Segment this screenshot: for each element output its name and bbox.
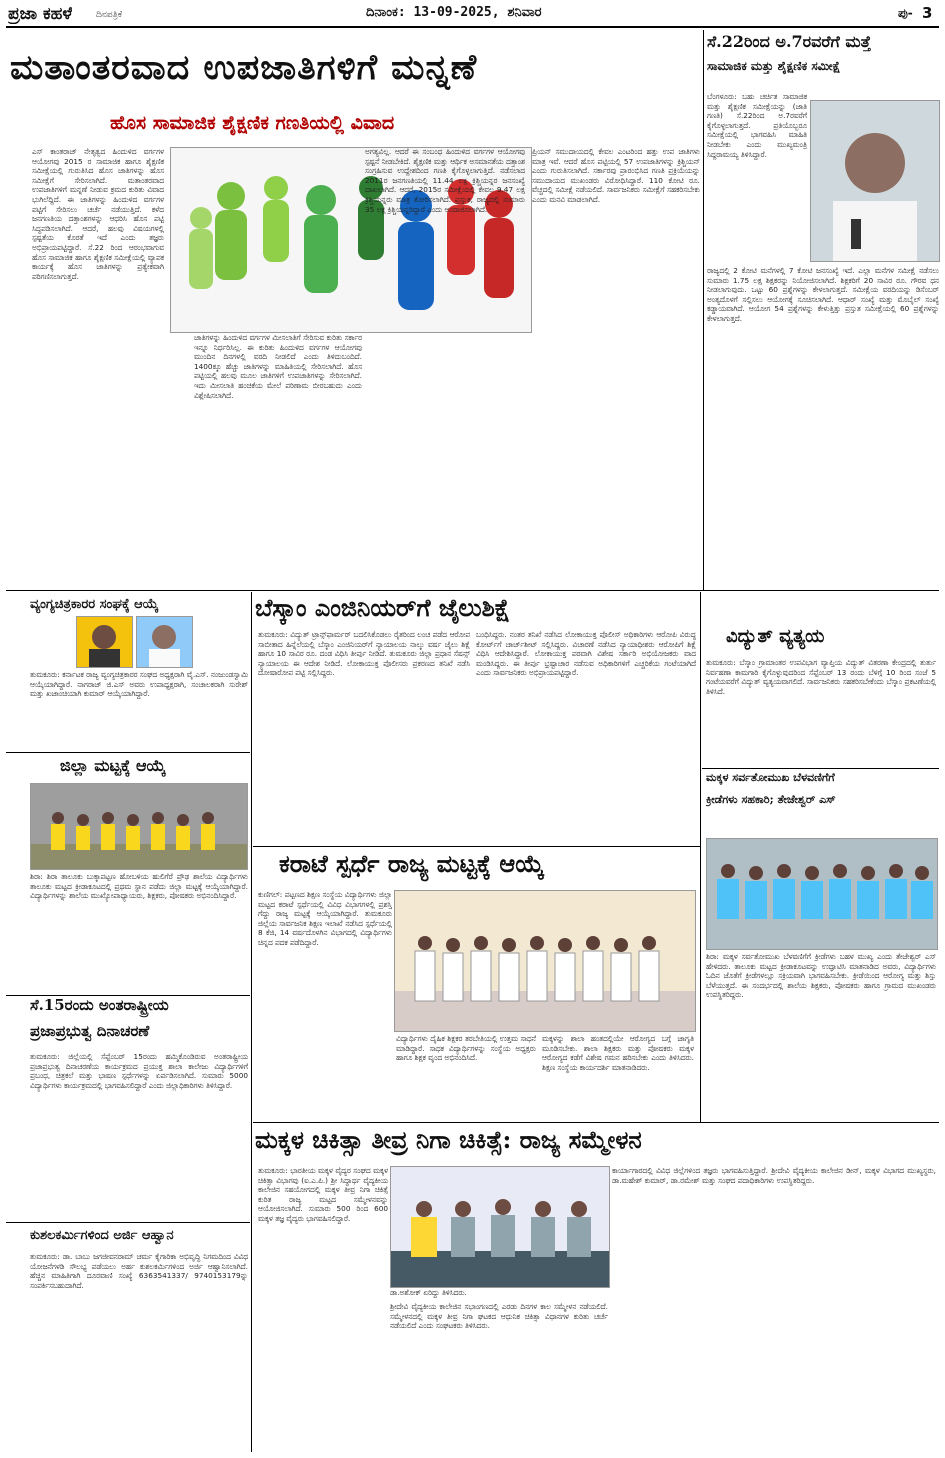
engineer-col-1: ತುಮಕೂರು: ವಿದ್ಯುತ್ ಟ್ರಾನ್ಸ್‌ಫಾರ್ಮರ್ ಬದಲಿಸಿಕೊಡಲು ರೈತರಿಂದ ಲಂಚ ಪಡೆದ ಆರೋಪ ಸಾಬೀತಾದ ಹಿನ್ನೆಲೆಯಲ್ಲಿ ಬೆಸ್ಕಾಂ ಎಂಜಿನಿಯರ್‌ಗೆ ನ್ಯಾಯಾಲಯ ನಾಲ್ಕು ವರ್ಷ ಜೈಲು ಶಿಕ್ಷೆ ಹಾಗೂ 10 ಸಾವಿರ ರೂ. ದಂಡ ವಿಧಿಸಿ ತೀರ್ಪು ನೀಡಿದೆ. ತುಮಕೂರು ಜಿಲ್ಲಾ ಪ್ರಧಾನ ಸೆಷನ್ಸ್ ನ್ಯಾಯಾಲಯ ಈ ಆದೇಶ ನೀಡಿದೆ. ಲೋಕಾಯುಕ್ತ ಪೊಲೀಸರು ಪ್ರಕರಣದ ತನಿಖೆ ನಡೆಸಿ ದೋಷಾರೋಪ ಪಟ್ಟಿ ಸಲ್ಲಿಸಿದ್ದರು. (258, 630, 470, 678)
lead-col-3: ಅಗತ್ಯವಿಲ್ಲ. ಆದರೆ ಈ ಸಂಬಂಧ ಹಿಂದುಳಿದ ವರ್ಗಗಳ ಆಯೋಗವು ಸ್ಪಷ್ಟನೆ ನೀಡಬೇಕಿದೆ. ಶೈಕ್ಷಣಿಕ ಮತ್ತು ಆರ್ಥಿಕ ಅಸಮಾನತೆಯ ದತ್ತಾಂಶ ಸಂಗ್ರಹಿಸುವ ಉದ್ದೇಶದಿಂದ ಗಣತಿ ಕೈಗೊಳ್ಳಲಾಗುತ್ತಿದೆ. ನಡೆಸಲಾದ 2011ರ ಜನಗಣತಿಯಲ್ಲಿ 11.44 ಲಕ್ಷ ಕ್ರಿಶ್ಚಿಯನ್ನರ ಜನಸಂಖ್ಯೆ ದಾಖಲಾಗಿದೆ. ಆದರೆ, 2015ರ ಸಮೀಕ್ಷೆಯಲ್ಲಿ ಕೇವಲ 9.47 ಲಕ್ಷ ಕ್ರಿಶ್ಚಿಯನ್ನರು ಮಾತ್ರ ತೋರಿಸಲಾಗಿದೆ. ಪ್ರಸ್ತುತ, ರಾಜ್ಯದಲ್ಲಿ ಸುಮಾರು 35 ಲಕ್ಷ ಕ್ರಿಶ್ಚಿಯನ್ನರಿದ್ದಾರೆ ಎಂದು ಅಂದಾಜಿಸಲಾಗಿದೆ. (365, 147, 525, 214)
rule-karate (253, 1122, 939, 1123)
karate-group-photo (394, 890, 696, 1032)
sports-headline-2: ಕ್ರೀಡೆಗಳು ಸಹಕಾರಿ; ತೇಜೇಶ್ವರ್ ಎಸ್ (706, 794, 836, 806)
rule-district (6, 995, 250, 996)
issue-date: ದಿನಾಂಕ: 13-09-2025, ಶನಿವಾರ (366, 5, 542, 20)
cm-photo (810, 100, 940, 262)
person-photo-1 (76, 616, 133, 668)
lead-col-1: ಎಸ್ ಕಾಂತರಾಜ್ ನೇತೃತ್ವದ ಹಿಂದುಳಿದ ವರ್ಗಗಳ ಆಯೋಗವು 2015 ರ ಸಾಮಾಜಿಕ ಹಾಗೂ ಶೈಕ್ಷಣಿಕ ಸಮೀಕ್ಷೆಯಲ್ಲಿ ಗುರುತಿಸಿದ ಹೊಸ ಜಾತಿಗಳನ್ನು ಹೊಸ ಸಮೀಕ್ಷೆಗೆ ಸೇರಿಸಲಾಗಿದೆ. ಮತಾಂತರವಾದ ಉಪಜಾತಿಗಳಿಗೆ ಮನ್ನಣೆ ನೀಡುವ ಕ್ರಮದ ಕುರಿತು ವಿವಾದ ಭುಗಿಲೆದ್ದಿದೆ. ಈ ಜಾತಿಗಳನ್ನು ಹಿಂದುಳಿದ ವರ್ಗಗಳ ಪಟ್ಟಿಗೆ ಸೇರಿಸಲು ಚರ್ಚೆ ನಡೆಯುತ್ತಿದೆ. ಕಳೆದ ಜನಗಣತಿಯ ದತ್ತಾಂಶಗಳನ್ನು ಆಧರಿಸಿ ಹೊಸ ಪಟ್ಟಿ ಸಿದ್ಧಪಡಿಸಲಾಗಿದೆ. ಆದರೆ, ಹಲವು ವಿಷಯಗಳಲ್ಲಿ ಸ್ಪಷ್ಟತೆಯ ಕೊರತೆ ಇದೆ ಎಂದು ತಜ್ಞರು ಅಭಿಪ್ರಾಯಪಟ್ಟಿದ್ದಾರೆ. ಸೆ.22 ರಿಂದ ಆರಂಭವಾಗುವ ಹೊಸ ಸಾಮಾಜಿಕ ಹಾಗೂ ಶೈಕ್ಷಣಿಕ ಸಮೀಕ್ಷೆಯಲ್ಲಿ ವ್ಯಾಪಕ ಕಾರ್ಯಕ್ಕೆ ಹೊಸ ಜಾತಿಗಳನ್ನು ಪ್ರತ್ಯೇಕವಾಗಿ ಪರಿಗಣಿಸಲಾಗುತ್ತದೆ. (32, 147, 164, 281)
page-label: ಪು- (898, 6, 913, 20)
rule-cartoonist (6, 752, 250, 753)
medical-headline: ಮಕ್ಕಳ ಚಿಕಿತ್ಸಾ ತೀವ್ರ ನಿಗಾ ಚಿಕಿತ್ಸೆ: ರಾಜ್ಯ ಸಮ್ಮೇಳನ (255, 1126, 642, 1154)
vertical-rule-left (251, 592, 252, 1452)
engineer-col-2: ಬಂಧಿಸಿದ್ದರು. ನಂತರ ತನಿಖೆ ನಡೆಸಿದ ಲೋಕಾಯುಕ್ತ ಪೊಲೀಸ್ ಅಧಿಕಾರಿಗಳು ಆರೋಪಿ ವಿರುದ್ಧ ಕೋರ್ಟ್‌ಗೆ ಚಾರ್ಜ್‌ಶೀಟ್ ಸಲ್ಲಿಸಿದ್ದರು. ವಿಚಾರಣೆ ನಡೆಸಿದ ನ್ಯಾಯಾಧೀಶರು ಆರೋಪಿಗೆ ಶಿಕ್ಷೆ ವಿಧಿಸಿ ಆದೇಶಿಸಿದ್ದಾರೆ. ಲೋಕಾಯುಕ್ತ ಪರವಾಗಿ ವಿಶೇಷ ಸರ್ಕಾರಿ ಅಭಿಯೋಜಕರು ವಾದ ಮಂಡಿಸಿದ್ದರು. ಈ ತೀರ್ಪು ಭ್ರಷ್ಟಾಚಾರ ನಡೆಸುವ ಅಧಿಕಾರಿಗಳಿಗೆ ಎಚ್ಚರಿಕೆಯ ಗಂಟೆಯಾಗಿದೆ ಎಂದು ಸಾರ್ವಜನಿಕರು ಅಭಿಪ್ರಾಯಪಟ್ಟಿದ್ದಾರೆ. (476, 630, 696, 678)
lead-col-2: ಜಾತಿಗಳನ್ನು ಹಿಂದುಳಿದ ವರ್ಗಗಳ ಮೀಸಲಾತಿಗೆ ಸೇರಿಸುವ ಕುರಿತು ಸರ್ಕಾರ ಇನ್ನೂ ನಿರ್ಧರಿಸಿಲ್ಲ. ಈ ಕುರಿತು ಹಿಂದುಳಿದ ವರ್ಗಗಳ ಆಯೋಗವು ಮುಂದಿನ ದಿನಗಳಲ್ಲಿ ವರದಿ ನೀಡಲಿದೆ ಎಂದು ತಿಳಿದುಬಂದಿದೆ. 1400ಕ್ಕೂ ಹೆಚ್ಚು ಜಾತಿಗಳನ್ನು ಮಾಹಿತಿಯಲ್ಲಿ ಸೇರಿಸಲಾಗಿದೆ. ಹೊಸ ಪಟ್ಟಿಯಲ್ಲಿ ಹಲವು ಮೂಲ ಜಾತಿಗಳಿಗೆ ಉಪಜಾತಿಗಳನ್ನು ಸೇರಿಸಲಾಗಿದೆ. ಇದು ಮೀಸಲಾತಿ ಹಂಚಿಕೆಯ ಮೇಲೆ ಪರಿಣಾಮ ಬೀರಬಹುದು ಎಂದು ವಿಶ್ಲೇಷಿಸಲಾಗಿದೆ. (194, 333, 362, 400)
medical-col-1: ತುಮಕೂರು: ಭಾರತೀಯ ಮಕ್ಕಳ ವೈದ್ಯರ ಸಂಘದ ಮಕ್ಕಳ ಚಿಕಿತ್ಸಾ ವಿಭಾಗವು (ಐ.ಎ.ಪಿ.) ಶ್ರೀ ಸಿದ್ಧಾರ್ಥ ವೈದ್ಯಕೀಯ ಕಾಲೇಜಿನ ಸಹಯೋಗದಲ್ಲಿ ಮಕ್ಕಳ ತೀವ್ರ ನಿಗಾ ಚಿಕಿತ್ಸೆ ಕುರಿತ ರಾಜ್ಯ ಮಟ್ಟದ ಸಮ್ಮೇಳನವನ್ನು ಆಯೋಜಿಸಲಾಗಿದೆ. ಸುಮಾರು 500 ರಿಂದ 600 ಮಕ್ಕಳ ತಜ್ಞ ವೈದ್ಯರು ಭಾಗವಹಿಸಲಿದ್ದಾರೆ. (258, 1166, 388, 1223)
democracy-headline-2: ಪ್ರಜಾಪ್ರಭುತ್ವ ದಿನಾಚರಣೆ (30, 1024, 150, 1040)
survey-text-bottom: ರಾಜ್ಯದಲ್ಲಿ 2 ಕೋಟಿ ಮನೆಗಳಲ್ಲಿ 7 ಕೋಟಿ ಜನಸಂಖ್ಯೆ ಇದೆ. ಎಲ್ಲಾ ಮನೆಗಳ ಸಮೀಕ್ಷೆ ನಡೆಸಲು ಸುಮಾರು 1.75 ಲಕ್ಷ ಶಿಕ್ಷಕರನ್ನು ನಿಯೋಜಿಸಲಾಗಿದೆ. ಶಿಕ್ಷಕರಿಗೆ 20 ಸಾವಿರ ರೂ. ಗೌರವ ಧನ ನೀಡಲಾಗುವುದು. ಒಟ್ಟು 60 ಪ್ರಶ್ನೆಗಳನ್ನು ಕೇಳಲಾಗುತ್ತದೆ. ಸಮೀಕ್ಷೆಯ ವರದಿಯನ್ನು ಡಿಸೆಂಬರ್ ಅಂತ್ಯದೊಳಗೆ ಸಲ್ಲಿಸಲು ಆಯೋಗಕ್ಕೆ ಸೂಚಿಸಲಾಗಿದೆ. ಆಧಾರ್ ಸಂಖ್ಯೆ ಮತ್ತು ಮೊಬೈಲ್ ಸಂಖ್ಯೆ ಕಡ್ಡಾಯವಾಗಿದೆ. ಆಯೋಗ 54 ಪ್ರಶ್ನೆಗಳನ್ನು ಕೇಳುತ್ತಿತ್ತು ಪ್ರಸ್ತುತ ಸಮೀಕ್ಷೆಯಲ್ಲಿ 60 ಪ್ರಶ್ನೆಗಳನ್ನು ಕೇಳಲಾಗುತ್ತದೆ. (707, 266, 939, 323)
lead-subhead: ಹೊಸ ಸಾಮಾಜಿಕ ಶೈಕ್ಷಣಿಕ ಗಣತಿಯಲ್ಲಿ ವಿವಾದ (110, 112, 395, 134)
masthead (0, 0, 945, 24)
cartoonist-text: ತುಮಕೂರು: ಕರ್ನಾಟಕ ರಾಜ್ಯ ವ್ಯಂಗ್ಯಚಿತ್ರಕಾರರ ಸಂಘದ ಅಧ್ಯಕ್ಷರಾಗಿ ವೈ.ಎಸ್. ನಂಜುಂಡಸ್ವಾಮಿ ಆಯ್ಕೆಯಾಗಿದ್ದಾರೆ. ನಾಗರಾಜ್ ಜಿ.ಎಸ್ ಅವರು ಉಪಾಧ್ಯಕ್ಷರಾಗಿ, ಸಂಚಾಲಕರಾಗಿ ಸುರೇಶ್ ಮತ್ತು ಖಜಾಂಚಿಯಾಗಿ ಕುಮಾರ್ ಆಯ್ಕೆಯಾಗಿದ್ದಾರೆ. (30, 670, 248, 699)
democracy-headline-1: ಸೆ.15ರಂದು ಅಂತರಾಷ್ಟ್ರೀಯ (30, 998, 169, 1014)
survey-headline-2: ಸಾಮಾಜಿಕ ಮತ್ತು ಶೈಕ್ಷಣಿಕ ಸಮೀಕ್ಷೆ (707, 60, 841, 73)
electricity-text: ತುಮಕೂರು: ಬೆಸ್ಕಾಂ ಗ್ರಾಮಾಂತರ ಉಪವಿಭಾಗ ವ್ಯಾಪ್ತಿಯ ವಿದ್ಯುತ್ ವಿತರಣಾ ಕೇಂದ್ರದಲ್ಲಿ ತುರ್ತು ನಿರ್ವಹಣಾ ಕಾಮಗಾರಿ ಕೈಗೊಳ್ಳುವುದರಿಂದ ಸೆಪ್ಟೆಂಬರ್ 13 ರಂದು ಬೆಳಿಗ್ಗೆ 10 ರಿಂದ ಸಂಜೆ 5 ಗಂಟೆಯವರೆಗೆ ವಿದ್ಯುತ್ ವ್ಯತ್ಯಯವಾಗಲಿದೆ. ಸಾರ್ವಜನಿಕರು ಸಹಕರಿಸಬೇಕೆಂದು ಬೆಸ್ಕಾಂ ಪ್ರಕಟಣೆಯಲ್ಲಿ ತಿಳಿಸಿದೆ. (706, 658, 936, 696)
medical-col-3: ಕಾರ್ಯಾಗಾರದಲ್ಲಿ ವಿವಿಧ ಜಿಲ್ಲೆಗಳಿಂದ ತಜ್ಞರು ಭಾಗವಹಿಸುತ್ತಿದ್ದಾರೆ. ಶ್ರೀದೇವಿ ವೈದ್ಯಕೀಯ ಕಾಲೇಜಿನ ಡೀನ್, ಮಕ್ಕಳ ವಿಭಾಗದ ಮುಖ್ಯಸ್ಥರು, ಡಾ.ಮಹೇಶ್ ಕುಮಾರ್, ಡಾ.ರಮೇಶ್ ಮತ್ತು ಸಂಘದ ಪದಾಧಿಕಾರಿಗಳು ಉಪಸ್ಥಿತರಿದ್ದರು. (612, 1166, 936, 1185)
democracy-text: ತುಮಕೂರು: ಜಿಲ್ಲೆಯಲ್ಲಿ ಸೆಪ್ಟೆಂಬರ್ 15ರಂದು ಹಮ್ಮಿಕೊಂಡಿರುವ ಅಂತರಾಷ್ಟ್ರೀಯ ಪ್ರಜಾಪ್ರಭುತ್ವ ದಿನಾಚರಣೆಯ ಕಾರ್ಯಕ್ರಮದ ಪ್ರಯುಕ್ತ ಶಾಲಾ ಕಾಲೇಜು ವಿದ್ಯಾರ್ಥಿಗಳಿಗೆ ಪ್ರಬಂಧ, ಚಿತ್ರಕಲೆ ಮತ್ತು ಭಾಷಣ ಸ್ಪರ್ಧೆಗಳನ್ನು ಏರ್ಪಡಿಸಲಾಗಿದೆ. ಸುಮಾರು 5000 ವಿದ್ಯಾರ್ಥಿಗಳು ಕಾರ್ಯಕ್ರಮದಲ್ಲಿ ಭಾಗವಹಿಸಲಿದ್ದಾರೆ ಎಂದು ಜಿಲ್ಲಾಧಿಕಾರಿಗಳು ತಿಳಿಸಿದ್ದಾರೆ. (30, 1052, 248, 1090)
rule-engineer (253, 846, 700, 847)
karate-col-3: ಮಕ್ಕಳನ್ನು ಶಾಲಾ ಹಂತದಲ್ಲಿಯೇ ಆರೋಗ್ಯದ ಬಗ್ಗೆ ಜಾಗೃತಿ ಮೂಡಿಸಬೇಕು. ಶಾಲಾ ಶಿಕ್ಷಕರು ಮತ್ತು ಪೋಷಕರು ಮಕ್ಕಳ ಆರೋಗ್ಯದ ಕಡೆಗೆ ವಿಶೇಷ ಗಮನ ಹರಿಸಬೇಕು ಎಂದು ತಿಳಿಸಿದರು. ಶಿಕ್ಷಣ ಸಂಸ್ಥೆಯ ಕಾರ್ಯದರ್ಶಿ ಮಾತನಾಡಿದರು. (542, 1034, 694, 1072)
karate-col-2: ವಿದ್ಯಾರ್ಥಿಗಳು ದೈಹಿಕ ಶಿಕ್ಷಕರ ತರಬೇತಿಯಲ್ಲಿ ಉತ್ತಮ ಸಾಧನೆ ಮಾಡಿದ್ದಾರೆ. ಸಾಧಕ ವಿದ್ಯಾರ್ಥಿಗಳನ್ನು ಸಂಸ್ಥೆಯ ಅಧ್ಯಕ್ಷರು ಹಾಗೂ ಶಿಕ್ಷಕ ವೃಂದ ಅಭಿನಂದಿಸಿದೆ. (396, 1034, 536, 1063)
masthead-rule (6, 26, 939, 28)
karate-headline: ಕರಾಟೆ ಸ್ಪರ್ಧೆ ರಾಜ್ಯ ಮಟ್ಟಕ್ಕೆ ಆಯ್ಕೆ (279, 850, 545, 878)
page-number: 3 (922, 4, 933, 22)
lead-col-4: ಪ್ರಿಯನ್ ಸಮುದಾಯದಲ್ಲಿ ಕೇವಲ ಎಂಟರಿಂದ ಹತ್ತು ಉಪ ಜಾತಿಗಳು ಮಾತ್ರ ಇವೆ. ಆದರೆ ಹೊಸ ಪಟ್ಟಿಯಲ್ಲಿ 57 ಉಪಜಾತಿಗಳನ್ನು ಕ್ರಿಶ್ಚಿಯನ್ ಎಂದು ಗುರುತಿಸಲಾಗಿದೆ. ಸರ್ಕಾರವು ಪ್ರಾರಂಭಿಸಿದ ಗಣತಿ ಪ್ರಕ್ರಿಯೆಯನ್ನು ಸಮುದಾಯದ ಮುಖಂಡರು ವಿರೋಧಿಸಿದ್ದಾರೆ. 110 ಕೋಟಿ ರೂ. ವೆಚ್ಚದಲ್ಲಿ ಸಮೀಕ್ಷೆ ನಡೆಯಲಿದೆ. ಸಾರ್ವಜನಿಕರು ಸಮೀಕ್ಷೆಗೆ ಸಹಕರಿಸಬೇಕು ಎಂದು ಮನವಿ ಮಾಡಲಾಗಿದೆ. (532, 147, 700, 204)
survey-headline-1: ಸೆ.22ರಿಂದ ಅ.7ರವರೆಗೆ ಮತ್ತೆ (707, 34, 872, 51)
sports-headline-1: ಮಕ್ಕಳ ಸರ್ವತೋಮುಖ ಬೆಳವಣಿಗೆಗೆ (706, 772, 835, 784)
lead-headline: ಮತಾಂತರವಾದ ಉಪಜಾತಿಗಳಿಗೆ ಮನ್ನಣೆ (10, 47, 478, 88)
electricity-headline: ವಿದ್ಯುತ್ ವ್ಯತ್ಯಯ (726, 628, 825, 647)
vertical-rule-right (703, 30, 704, 590)
karate-col-1: ಕುಣಿಗಲ್: ಪಟ್ಟಣದ ಶಿಕ್ಷಣ ಸಂಸ್ಥೆಯ ವಿದ್ಯಾರ್ಥಿಗಳು ಜಿಲ್ಲಾ ಮಟ್ಟದ ಕರಾಟೆ ಸ್ಪರ್ಧೆಯಲ್ಲಿ ವಿವಿಧ ವಿಭಾಗಗಳಲ್ಲಿ ಪ್ರಶಸ್ತಿ ಗೆದ್ದು ರಾಜ್ಯ ಮಟ್ಟಕ್ಕೆ ಆಯ್ಕೆಯಾಗಿದ್ದಾರೆ. ತುಮಕೂರು ಜಿಲ್ಲೆಯ ಸಾರ್ವಜನಿಕ ಶಿಕ್ಷಣ ಇಲಾಖೆ ನಡೆಸಿದ ಸ್ಪರ್ಧೆಯಲ್ಲಿ 8 ಕೆಜಿ, 14 ವರ್ಷದೊಳಗಿನ ವಿಭಾಗದಲ್ಲಿ ವಿದ್ಯಾರ್ಥಿಗಳು ಚಿನ್ನದ ಪದಕ ಪಡೆದಿದ್ದಾರೆ. (258, 890, 392, 947)
district-text: ಶಿರಾ: ಶಿರಾ ತಾಲೂಕು ಬುಕ್ಕಾಪಟ್ಟಣ ಹೋಬಳಿಯ ಹುಲಿಗೆರೆ ಪ್ರೌಢ ಶಾಲೆಯ ವಿದ್ಯಾರ್ಥಿಗಳು ತಾಲೂಕು ಮಟ್ಟದ ಕ್ರೀಡಾಕೂಟದಲ್ಲಿ ಪ್ರಥಮ ಸ್ಥಾನ ಪಡೆದು ಜಿಲ್ಲಾ ಮಟ್ಟಕ್ಕೆ ಆಯ್ಕೆಯಾಗಿದ್ದಾರೆ. ವಿದ್ಯಾರ್ಥಿಗಳನ್ನು ಶಾಲೆಯ ಮುಖ್ಯೋಪಾಧ್ಯಾಯರು, ಶಿಕ್ಷಕರು, ಪೋಷಕರು ಅಭಿನಂದಿಸಿದ್ದಾರೆ. (30, 872, 248, 901)
medical-conference-photo (390, 1166, 610, 1288)
paper-subtitle: ದಿನಪತ್ರಿಕೆ (96, 10, 123, 20)
district-headline: ಜಿಲ್ಲಾ ಮಟ್ಟಕ್ಕೆ ಆಯ್ಕೆ (60, 756, 166, 775)
paper-name: ಪ್ರಜಾ ಕಹಳೆ (8, 4, 73, 24)
medical-caption: ಡಾ.ಅಶೋಕ್ ಏರಿದ್ದು ತಿಳಿಸಿದರು. (390, 1288, 467, 1297)
district-team-photo (30, 783, 248, 870)
person-photo-2 (136, 616, 193, 668)
labour-text: ತುಮಕೂರು: ಡಾ. ಬಾಬು ಜಗಜೀವನರಾಮ್ ಚರ್ಮ ಕೈಗಾರಿಕಾ ಅಭಿವೃದ್ಧಿ ನಿಗಮದಿಂದ ವಿವಿಧ ಯೋಜನೆಗಳಡಿ ಸೌಲಭ್ಯ ಪಡೆಯಲು ಅರ್ಹ ಕುಶಲಕರ್ಮಿಗಳಿಂದ ಅರ್ಜಿ ಆಹ್ವಾನಿಸಲಾಗಿದೆ. ಹೆಚ್ಚಿನ ಮಾಹಿತಿಗಾಗಿ ದೂರವಾಣಿ ಸಂಖ್ಯೆ 6363541337/ 9740153179ನ್ನು ಸಂಪರ್ಕಿಸಬಹುದಾಗಿದೆ. (30, 1252, 248, 1290)
rule-electricity (702, 768, 939, 769)
sports-text: ಶಿರಾ: ಮಕ್ಕಳ ಸರ್ವತೋಮುಖ ಬೆಳವಣಿಗೆಗೆ ಕ್ರೀಡೆಗಳು ಬಹಳ ಮುಖ್ಯ ಎಂದು ತೇಜೇಶ್ವರ್ ಎಸ್ ಹೇಳಿದರು. ತಾಲೂಕು ಮಟ್ಟದ ಕ್ರೀಡಾಕೂಟವನ್ನು ಉದ್ಘಾಟಿಸಿ ಮಾತನಾಡಿದ ಅವರು, ವಿದ್ಯಾರ್ಥಿಗಳು ಓದಿನ ಜೊತೆಗೆ ಕ್ರೀಡೆಗಳಲ್ಲೂ ಸಕ್ರಿಯವಾಗಿ ಭಾಗವಹಿಸಬೇಕು. ಕ್ರೀಡೆಯಿಂದ ಆರೋಗ್ಯ ಮತ್ತು ಶಿಸ್ತು ಬೆಳೆಯುತ್ತದೆ. ಈ ಸಂದರ್ಭದಲ್ಲಿ ಶಾಲೆಯ ಶಿಕ್ಷಕರು, ಪೋಷಕರು ಹಾಗೂ ಗ್ರಾಮದ ಮುಖಂಡರು ಉಪಸ್ಥಿತರಿದ್ದರು. (706, 952, 936, 1000)
medical-col-2: ಶ್ರೀದೇವಿ ವೈದ್ಯಕೀಯ ಕಾಲೇಜಿನ ಸಭಾಂಗಣದಲ್ಲಿ ಎರಡು ದಿನಗಳ ಕಾಲ ಸಮ್ಮೇಳನ ನಡೆಯಲಿದೆ. ಸಮ್ಮೇಳನದಲ್ಲಿ ಮಕ್ಕಳ ತೀವ್ರ ನಿಗಾ ಘಟಕದ ಆಧುನಿಕ ಚಿಕಿತ್ಸಾ ವಿಧಾನಗಳ ಕುರಿತು ಚರ್ಚೆ ನಡೆಯಲಿದೆ ಎಂದು ಸಂಘಟಕರು ತಿಳಿಸಿದರು. (390, 1302, 608, 1331)
engineer-headline: ಬೆಸ್ಕಾಂ ಎಂಜಿನಿಯರ್‌ಗೆ ಜೈಲುಶಿಕ್ಷೆ (255, 594, 511, 622)
labour-headline: ಕುಶಲಕರ್ಮಿಗಳಿಂದ ಅರ್ಜಿ ಆಹ್ವಾನ (30, 1228, 174, 1243)
survey-text-top: ಬೆಂಗಳೂರು: ಬಹು ಚರ್ಚಿತ ಸಾಮಾಜಿಕ ಮತ್ತು ಶೈಕ್ಷಣಿಕ ಸಮೀಕ್ಷೆಯನ್ನು (ಜಾತಿ ಗಣತಿ) ಸೆ.22ರಿಂದ ಅ.7ರವರೆಗೆ ಕೈಗೊಳ್ಳಲಾಗುತ್ತದೆ. ಪ್ರತಿಯೊಬ್ಬರೂ ಸಮೀಕ್ಷೆಯಲ್ಲಿ ಭಾಗವಹಿಸಿ ಮಾಹಿತಿ ನೀಡಬೇಕು ಎಂದು ಮುಖ್ಯಮಂತ್ರಿ ಸಿದ್ದರಾಮಯ್ಯ ತಿಳಿಸಿದ್ದಾರೆ. (707, 92, 807, 159)
sports-photo (706, 838, 938, 950)
horizontal-rule-mid (6, 590, 939, 591)
rule-democracy (6, 1222, 250, 1223)
cartoonist-headline: ವ್ಯಂಗ್ಯಚಿತ್ರಕಾರರ ಸಂಘಕ್ಕೆ ಆಯ್ಕೆ (30, 597, 159, 612)
